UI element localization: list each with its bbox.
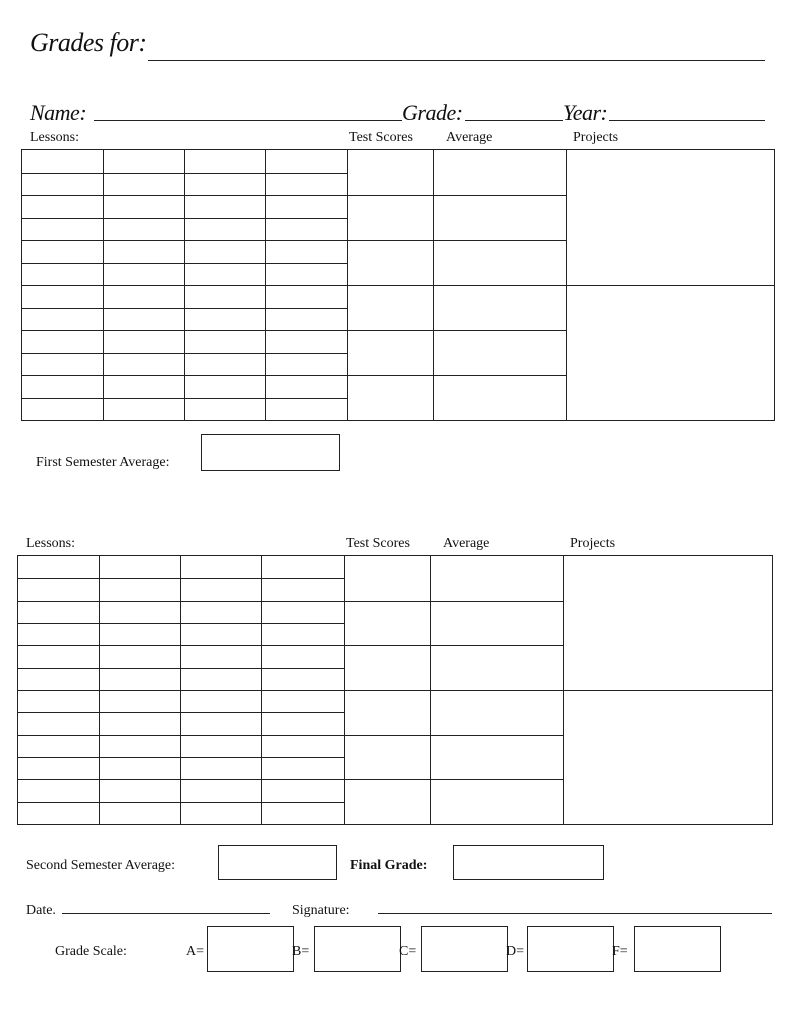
score-row-line: [347, 285, 566, 286]
score-row-line: [344, 779, 563, 780]
second-semester-average-field[interactable]: [218, 845, 337, 880]
score-row-line: [344, 735, 563, 736]
first-semester-average-field[interactable]: [201, 434, 340, 471]
lesson-row-line: [18, 802, 344, 803]
test-scores-label-1: Test Scores: [349, 130, 413, 145]
final-grade-field[interactable]: [453, 845, 604, 880]
first-semester-average-label: First Semester Average:: [36, 455, 170, 470]
lesson-row-line: [22, 240, 347, 241]
test-scores-label-2: Test Scores: [346, 536, 410, 551]
lesson-row-line: [18, 779, 344, 780]
lesson-row-line: [22, 308, 347, 309]
lesson-row-line: [22, 173, 347, 174]
lesson-row-line: [18, 735, 344, 736]
lesson-row-line: [22, 263, 347, 264]
lesson-row-line: [22, 218, 347, 219]
project-row-line: [563, 690, 772, 691]
lesson-row-line: [22, 195, 347, 196]
lesson-row-line: [22, 285, 347, 286]
grades-table-semester-1[interactable]: [21, 149, 775, 421]
score-row-line: [344, 690, 563, 691]
grade-scale-c-field[interactable]: [421, 926, 508, 972]
grade-scale-a-field[interactable]: [207, 926, 294, 972]
grades-for-field[interactable]: [148, 60, 765, 61]
score-row-line: [347, 375, 566, 376]
grade-scale-a-label: A=: [186, 944, 205, 959]
grade-label: Grade:: [402, 100, 463, 125]
date-label: Date.: [26, 903, 56, 918]
grades-for-label: Grades for:: [30, 28, 147, 57]
score-row-line: [344, 601, 563, 602]
signature-field[interactable]: [378, 913, 772, 914]
lesson-row-line: [22, 330, 347, 331]
project-row-line: [566, 285, 774, 286]
year-label: Year:: [563, 100, 608, 125]
lesson-row-line: [18, 712, 344, 713]
average-label-1: Average: [446, 130, 493, 145]
grade-scale-d-field[interactable]: [527, 926, 614, 972]
grades-table-semester-2[interactable]: [17, 555, 773, 825]
final-grade-label: Final Grade:: [350, 858, 428, 873]
projects-label-2: Projects: [570, 536, 616, 551]
grade-scale-d-label: D=: [506, 944, 525, 959]
grade-scale-label: Grade Scale:: [55, 944, 127, 959]
lesson-row-line: [18, 601, 344, 602]
signature-label: Signature:: [292, 903, 350, 918]
grade-scale-b-field[interactable]: [314, 926, 401, 972]
lesson-row-line: [18, 668, 344, 669]
lessons-label-2: Lessons:: [26, 536, 75, 551]
grade-scale-c-label: C=: [399, 944, 417, 959]
lesson-row-line: [18, 690, 344, 691]
lesson-row-line: [22, 398, 347, 399]
grade-scale-b-label: B=: [292, 944, 310, 959]
date-field[interactable]: [62, 913, 270, 914]
lessons-label-1: Lessons:: [30, 130, 79, 145]
average-label-2: Average: [443, 536, 490, 551]
lesson-row-line: [22, 353, 347, 354]
projects-label-1: Projects: [573, 130, 619, 145]
lesson-row-line: [18, 578, 344, 579]
grade-scale-f-field[interactable]: [634, 926, 721, 972]
second-semester-average-label: Second Semester Average:: [26, 858, 176, 873]
name-label: Name:: [30, 100, 87, 125]
lesson-row-line: [18, 623, 344, 624]
grade-scale-f-label: F=: [612, 944, 628, 959]
score-row-line: [347, 330, 566, 331]
score-row-line: [344, 645, 563, 646]
score-row-line: [347, 195, 566, 196]
lesson-row-line: [22, 375, 347, 376]
lesson-row-line: [18, 645, 344, 646]
score-row-line: [347, 240, 566, 241]
lesson-row-line: [18, 757, 344, 758]
